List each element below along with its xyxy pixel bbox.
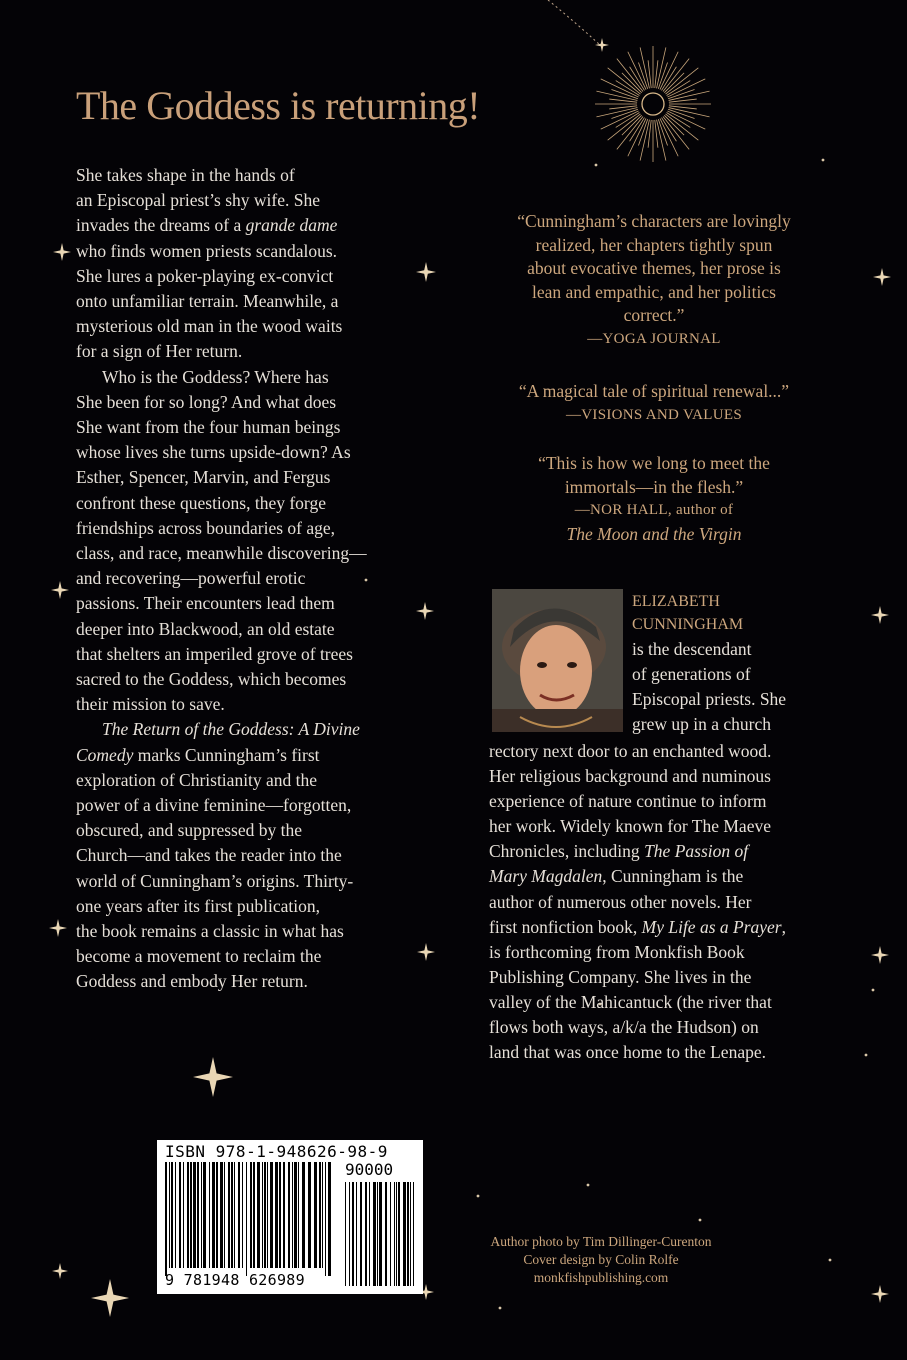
text-line: passions. Their encounters lead them [76, 593, 335, 614]
text-line: first nonfiction book, My Life as a Prayer, [489, 916, 786, 937]
sparkle-star-icon [416, 602, 434, 620]
text-line: She takes shape in the hands of [76, 165, 295, 185]
dot-star-icon [499, 1307, 502, 1310]
text-line: sacred to the Goddess, which becomes [76, 669, 347, 690]
sparkle-star-icon [873, 268, 891, 286]
text-line: class, and race, meanwhile discovering— [76, 543, 367, 564]
author-name-line-2: CUNNINGHAM [632, 616, 744, 633]
isbn-label: ISBN 978-1-948626-98-9 [165, 1142, 388, 1161]
dot-star-icon [699, 1219, 702, 1222]
publisher-website: monkfishpublishing.com [533, 1270, 669, 1285]
text-line: become a movement to reclaim the [76, 946, 322, 967]
text-line: their mission to save. [76, 694, 225, 715]
text-line: “A magical tale of spiritual renewal...” [518, 381, 790, 401]
text-line: for a sign of Her return. [76, 341, 243, 362]
design-credit: Cover design by Colin Rolfe [523, 1252, 679, 1267]
text-line: the book remains a classic in what has [76, 921, 344, 942]
text-line: rectory next door to an enchanted wood. [489, 741, 772, 761]
text-line: Comedy marks Cunningham’s first [76, 744, 320, 765]
text-line: who finds women priests scandalous. [76, 240, 338, 261]
text-line: about evocative themes, her prose is [527, 258, 781, 278]
text-line: experience of nature continue to inform [489, 791, 767, 812]
dot-star-icon [587, 1184, 590, 1187]
sparkle-star-icon [49, 919, 67, 937]
dot-star-icon [595, 164, 598, 167]
text-line: —VISIONS AND VALUES [565, 406, 742, 423]
sparkle-star-icon [416, 262, 436, 282]
text-line: “This is how we long to meet the [538, 453, 770, 473]
text-line: exploration of Christianity and the [76, 769, 318, 790]
dot-star-icon [477, 1195, 480, 1198]
text-line: invades the dreams of a grande dame [76, 215, 338, 236]
sparkle-star-icon [91, 1279, 129, 1317]
text-line: Episcopal priests. She [632, 689, 787, 709]
text-line: grew up in a church [632, 714, 771, 734]
text-line: one years after its first publication, [76, 895, 320, 916]
text-line: —NOR HALL, author of [574, 502, 734, 518]
text-line: The Return of the Goddess: A Divine [102, 719, 360, 740]
text-line: mysterious old man in the wood waits [76, 316, 343, 337]
text-line: whose lives she turns upside-down? As [76, 442, 351, 463]
text-line: Esther, Spencer, Marvin, and Fergus [76, 467, 331, 488]
isbn-barcode [157, 1140, 423, 1294]
text-line: is forthcoming from Monkfish Book [489, 941, 745, 962]
text-line: Chronicles, including The Passion of [489, 841, 749, 862]
text-line: that shelters an imperiled grove of trees [76, 643, 353, 664]
text-line: —YOGA JOURNAL [587, 330, 721, 347]
text-line: land that was once home to the Lenape. [489, 1042, 766, 1063]
dot-star-icon [865, 1054, 868, 1057]
review-quote-yoga-journal [464, 210, 844, 351]
sparkle-star-icon [417, 943, 435, 961]
credits [468, 1233, 734, 1287]
author-portrait-image [492, 589, 623, 732]
text-line: onto unfamiliar terrain. Meanwhile, a [76, 291, 339, 312]
author-name [632, 590, 743, 636]
text-line: Church—and takes the reader into the [76, 845, 342, 866]
headline: The Goddess is returning! [76, 83, 481, 128]
text-line: valley of the Mahicantuck (the river that [489, 991, 772, 1012]
text-line: correct.” [623, 305, 685, 325]
photo-credit: Author photo by Tim Dillinger-Curenton [490, 1234, 712, 1249]
text-line: an Episcopal priest’s shy wife. She [76, 190, 320, 211]
text-line: flows both ways, a/k/a the Hudson) on [489, 1017, 759, 1038]
dot-star-icon [822, 159, 825, 162]
text-line: friendships across boundaries of age, [76, 517, 336, 538]
dot-star-icon [872, 989, 875, 992]
sun-burst-icon [548, 0, 711, 162]
blurb-paragraph-3 [76, 717, 360, 994]
text-line: She lures a poker-playing ex-convict [76, 265, 334, 286]
text-line: confront these questions, they forge [76, 492, 326, 513]
text-line: immortals—in the flesh.” [564, 476, 744, 497]
text-line: Publishing Company. She lives in the [489, 966, 752, 987]
text-line: author of numerous other novels. Her [489, 891, 752, 912]
text-line: She want from the four human beings [76, 417, 341, 437]
text-line: her work. Widely known for The Maeve [489, 816, 771, 837]
text-line: realized, her chapters tightly spun [535, 234, 773, 255]
text-line: obscured, and suppressed by the [76, 820, 302, 841]
blurb-paragraph-1 [76, 163, 342, 365]
sparkle-star-icon [53, 243, 71, 261]
sparkle-star-icon [871, 946, 889, 964]
sparkle-star-icon [871, 1285, 889, 1303]
sparkle-star-icon [51, 581, 69, 599]
text-line: is the descendant [632, 639, 752, 659]
text-line: power of a divine feminine—forgotten, [76, 795, 352, 815]
text-line: Mary Magdalen, Cunningham is the [489, 866, 744, 887]
sparkle-star-icon [595, 38, 609, 52]
blurb-paragraph-2 [76, 365, 367, 718]
author-photo [492, 589, 623, 732]
text-line: Who is the Goddess? Where has [102, 366, 329, 387]
text-line: and recovering—powerful erotic [76, 568, 306, 589]
sparkle-star-icon [193, 1057, 233, 1097]
text-line: of generations of [632, 664, 751, 684]
bio-text [489, 739, 786, 1065]
sparkle-star-icon [52, 1263, 68, 1279]
dot-star-icon [829, 1259, 832, 1262]
text-line: She been for so long? And what does [76, 391, 337, 412]
price-code: 90000 [345, 1160, 394, 1179]
text-line: world of Cunningham’s origins. Thirty- [76, 870, 354, 891]
text-line: Goddess and embody Her return. [76, 971, 308, 992]
text-line: Her religious background and numinous [489, 766, 771, 787]
isbn-digits: 9 781948 626989 [165, 1271, 305, 1289]
bio-text-beside-photo [632, 637, 786, 737]
text-line: The Moon and the Virgin [566, 523, 742, 544]
author-name-line-1: ELIZABETH [632, 593, 720, 610]
sparkle-star-icon [871, 606, 889, 624]
text-line: deeper into Blackwood, an old estate [76, 618, 335, 639]
review-quote-nor-hall [464, 452, 844, 546]
text-line: “Cunningham’s characters are lovingly [517, 211, 791, 231]
review-quote-visions-and-values [464, 380, 844, 427]
text-line: lean and empathic, and her politics [532, 281, 776, 302]
